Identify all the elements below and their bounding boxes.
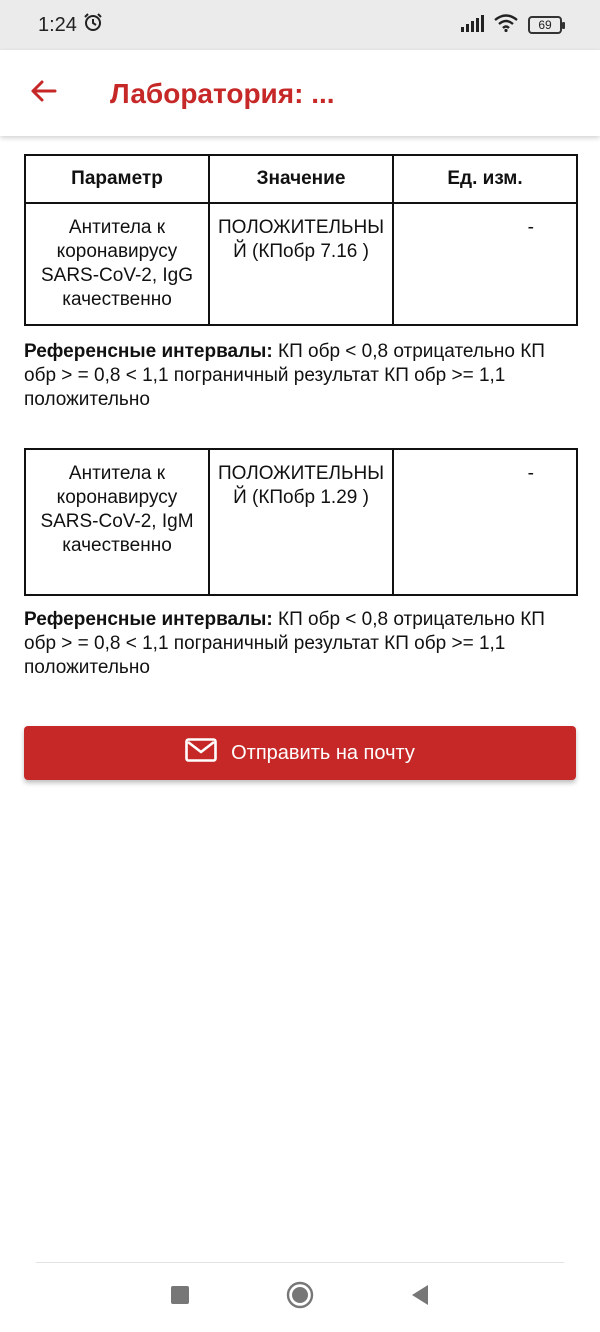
wifi-icon — [494, 14, 518, 37]
column-header-parameter: Параметр — [25, 155, 209, 203]
battery-icon — [528, 16, 562, 34]
reference-text: КП обр < 0,8 отрицательно КП обр > = 0,8 < 1,1 пограничный результат КП обр >= 1,1 положительно — [24, 341, 545, 410]
reference-intervals-igg — [24, 340, 576, 412]
back-button[interactable] — [26, 76, 60, 110]
value-cell: ПОЛОЖИТЕЛЬНЫЙ (КПобр 7.16 ) — [209, 203, 393, 325]
results-table-igm — [24, 448, 578, 596]
table-header-row — [25, 155, 577, 203]
recent-apps-icon — [170, 1285, 190, 1310]
send-email-button[interactable] — [24, 726, 576, 780]
alarm-icon — [83, 12, 103, 38]
home-icon — [286, 1281, 314, 1314]
recent-apps-button[interactable] — [160, 1278, 200, 1318]
system-nav-bar — [0, 1263, 600, 1332]
unit-cell: - — [393, 449, 577, 595]
table-row — [25, 203, 577, 325]
reference-intervals-igm — [24, 608, 576, 680]
status-left — [38, 12, 103, 38]
status-right — [460, 14, 562, 37]
parameter-cell: Антитела к коронавирусу SARS-CoV-2, IgM качественно — [25, 449, 209, 595]
reference-label: Референсные интервалы: — [24, 609, 273, 630]
reference-text: КП обр < 0,8 отрицательно КП обр > = 0,8 < 1,1 пограничный результат КП обр >= 1,1 положительно — [24, 609, 545, 678]
signal-icon — [460, 14, 484, 37]
reference-label: Референсные интервалы: — [24, 341, 273, 362]
mail-icon — [185, 738, 217, 768]
column-header-value: Значение — [209, 155, 393, 203]
back-arrow-icon — [29, 79, 57, 108]
system-back-button[interactable] — [400, 1278, 440, 1318]
page-title: Лаборатория: ... — [110, 78, 335, 109]
status-bar — [0, 0, 600, 50]
back-icon — [410, 1284, 430, 1311]
send-email-label: Отправить на почту — [231, 741, 415, 764]
column-header-unit: Ед. изм. — [393, 155, 577, 203]
home-button[interactable] — [280, 1278, 320, 1318]
table-row — [25, 449, 577, 595]
unit-cell: - — [393, 203, 577, 325]
results-table-igg — [24, 154, 578, 326]
parameter-cell: Антитела к коронавирусу SARS-CoV-2, IgG качественно — [25, 203, 209, 325]
battery-level: 69 — [538, 18, 552, 32]
value-cell: ПОЛОЖИТЕЛЬНЫЙ (КПобр 1.29 ) — [209, 449, 393, 595]
status-time: 1:24 — [38, 13, 77, 36]
app-bar — [0, 50, 600, 136]
